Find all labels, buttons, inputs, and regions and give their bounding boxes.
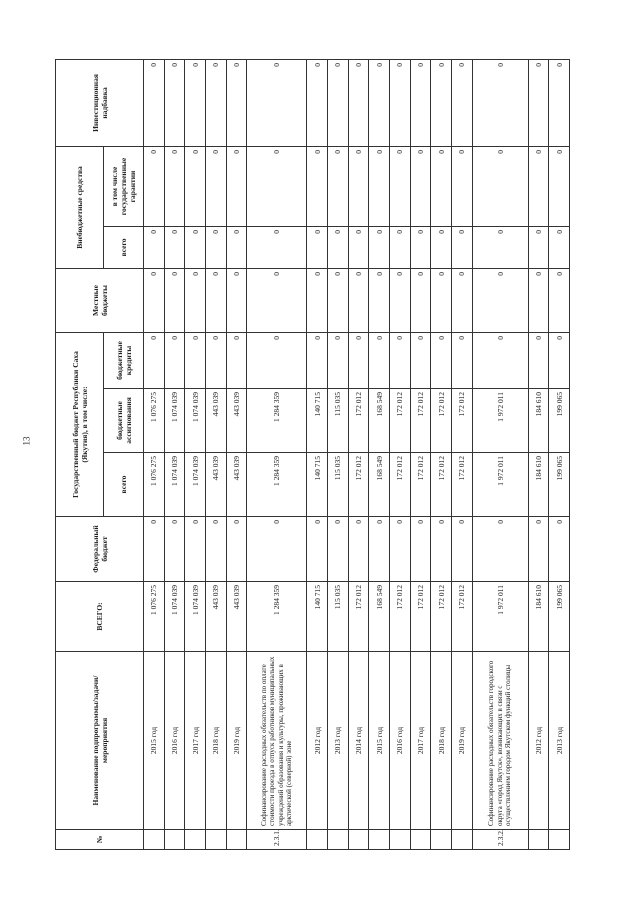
row-off-all: 0 [549, 226, 570, 268]
page-number: 13 [21, 436, 32, 446]
row-off-all: 0 [307, 226, 328, 268]
row-name: 2018 год [431, 652, 452, 830]
header-offbudget: Внебюджетные средства [56, 146, 104, 268]
row-name: Софинансирование расходных обязательств по оплате стоимости проезда в отпуск работников муниципальных учреждений образования и культуры, проживающих в арктической (северной) зоне [247, 652, 307, 830]
row-off-all: 0 [226, 226, 247, 268]
row-local: 0 [185, 268, 206, 332]
row-no [549, 830, 570, 850]
row-total: 1 074 039 [164, 582, 185, 652]
row-state-credits: 0 [472, 332, 528, 388]
table-row [348, 59, 369, 849]
row-name: 2015 год [144, 652, 165, 830]
row-state-credits: 0 [307, 332, 328, 388]
row-invest: 0 [549, 59, 570, 146]
row-off-guar: 0 [144, 146, 165, 226]
header-state: Государственный бюджет Республики Саха (Якутия), в том числе: [56, 332, 104, 516]
table-row [410, 59, 431, 849]
row-state-alloc: 172 012 [348, 389, 369, 453]
header-offbudget-guar: в том числе государственные гарантии [104, 146, 144, 226]
row-no [144, 830, 165, 850]
row-off-guar: 0 [348, 146, 369, 226]
row-off-guar: 0 [327, 146, 348, 226]
row-off-all: 0 [164, 226, 185, 268]
row-state-alloc: 172 012 [451, 389, 472, 453]
row-name: 2013 год [549, 652, 570, 830]
table-row [307, 59, 328, 849]
row-off-all: 0 [472, 226, 528, 268]
row-state-alloc: 1 076 275 [144, 389, 165, 453]
row-federal: 0 [549, 517, 570, 582]
header-total: ВСЕГО: [56, 582, 144, 652]
row-off-all: 0 [144, 226, 165, 268]
row-invest: 0 [528, 59, 549, 146]
header-state-all: всего [104, 453, 144, 517]
row-name: Софинансирование расходных обязательств городского округа «город Якутск», возникающих в связи с осуществлением городом Якутском функций столицы [472, 652, 528, 830]
row-off-guar: 0 [528, 146, 549, 226]
row-total: 172 012 [348, 582, 369, 652]
row-federal: 0 [226, 517, 247, 582]
row-state-all: 172 012 [389, 453, 410, 517]
row-local: 0 [369, 268, 390, 332]
row-no [164, 830, 185, 850]
header-local: Местные бюджеты [56, 268, 144, 332]
row-no [205, 830, 226, 850]
row-off-guar: 0 [410, 146, 431, 226]
header-federal: Федеральный бюджет [56, 517, 144, 582]
row-state-all: 172 012 [451, 453, 472, 517]
row-total: 1 972 011 [472, 582, 528, 652]
row-federal: 0 [144, 517, 165, 582]
row-state-credits: 0 [327, 332, 348, 388]
row-state-alloc: 140 715 [307, 389, 328, 453]
row-state-all: 172 012 [431, 453, 452, 517]
row-federal: 0 [389, 517, 410, 582]
row-invest: 0 [451, 59, 472, 146]
header-invest: Инвестиционная надбавка [56, 59, 144, 146]
row-invest: 0 [389, 59, 410, 146]
row-off-guar: 0 [205, 146, 226, 226]
row-no [348, 830, 369, 850]
rotated-table-wrapper [55, 60, 570, 850]
row-off-guar: 0 [226, 146, 247, 226]
row-federal: 0 [205, 517, 226, 582]
row-federal: 0 [164, 517, 185, 582]
row-federal: 0 [327, 517, 348, 582]
budget-table [55, 59, 570, 850]
row-name: 2017 год [410, 652, 431, 830]
row-state-credits: 0 [369, 332, 390, 388]
row-no: 2.3.1. [247, 830, 307, 850]
row-local: 0 [389, 268, 410, 332]
row-invest: 0 [369, 59, 390, 146]
row-off-all: 0 [348, 226, 369, 268]
row-state-credits: 0 [451, 332, 472, 388]
row-name: 2014 год [348, 652, 369, 830]
row-state-credits: 0 [144, 332, 165, 388]
row-local: 0 [327, 268, 348, 332]
table-row [185, 59, 206, 849]
row-no [185, 830, 206, 850]
row-state-all: 1 284 359 [247, 453, 307, 517]
row-total: 1 074 039 [185, 582, 206, 652]
row-off-all: 0 [369, 226, 390, 268]
row-total: 115 035 [327, 582, 348, 652]
row-state-all: 443 039 [226, 453, 247, 517]
row-total: 199 065 [549, 582, 570, 652]
header-state-alloc: бюджетные ассигнования [104, 389, 144, 453]
row-state-credits: 0 [431, 332, 452, 388]
row-state-alloc: 443 039 [205, 389, 226, 453]
header-offbudget-all: всего [104, 226, 144, 268]
row-name: 2019 год [451, 652, 472, 830]
row-state-alloc: 172 012 [389, 389, 410, 453]
row-state-all: 115 035 [327, 453, 348, 517]
row-total: 140 715 [307, 582, 328, 652]
row-state-all: 443 039 [205, 453, 226, 517]
row-total: 168 549 [369, 582, 390, 652]
row-state-all: 184 610 [528, 453, 549, 517]
row-local: 0 [205, 268, 226, 332]
row-off-all: 0 [205, 226, 226, 268]
row-state-credits: 0 [247, 332, 307, 388]
row-invest: 0 [410, 59, 431, 146]
row-local: 0 [472, 268, 528, 332]
row-invest: 0 [327, 59, 348, 146]
row-state-credits: 0 [549, 332, 570, 388]
row-total: 443 039 [205, 582, 226, 652]
row-local: 0 [410, 268, 431, 332]
row-state-alloc: 1 284 359 [247, 389, 307, 453]
row-total: 1 284 359 [247, 582, 307, 652]
row-local: 0 [348, 268, 369, 332]
row-invest: 0 [348, 59, 369, 146]
table-row [451, 59, 472, 849]
row-off-guar: 0 [431, 146, 452, 226]
row-state-credits: 0 [410, 332, 431, 388]
row-no [369, 830, 390, 850]
header-name: Наименование подпрограммы/задачи/мероприятия [56, 652, 144, 830]
row-total: 172 012 [451, 582, 472, 652]
row-off-all: 0 [451, 226, 472, 268]
row-invest: 0 [472, 59, 528, 146]
row-state-all: 1 074 039 [185, 453, 206, 517]
row-state-alloc: 443 039 [226, 389, 247, 453]
row-state-credits: 0 [389, 332, 410, 388]
row-state-all: 1 972 011 [472, 453, 528, 517]
row-state-credits: 0 [185, 332, 206, 388]
row-off-guar: 0 [164, 146, 185, 226]
row-total: 172 012 [389, 582, 410, 652]
row-no [226, 830, 247, 850]
row-off-guar: 0 [307, 146, 328, 226]
row-local: 0 [451, 268, 472, 332]
table-row [528, 59, 549, 849]
row-off-guar: 0 [185, 146, 206, 226]
row-state-credits: 0 [348, 332, 369, 388]
row-federal: 0 [247, 517, 307, 582]
row-state-alloc: 1 074 039 [164, 389, 185, 453]
table-row [205, 59, 226, 849]
table-row [144, 59, 165, 849]
row-total: 1 076 275 [144, 582, 165, 652]
row-off-guar: 0 [369, 146, 390, 226]
row-name: 2013 год [327, 652, 348, 830]
row-federal: 0 [348, 517, 369, 582]
row-state-alloc: 1 972 011 [472, 389, 528, 453]
row-no [528, 830, 549, 850]
row-local: 0 [307, 268, 328, 332]
row-no [431, 830, 452, 850]
row-off-all: 0 [410, 226, 431, 268]
row-name: 2016 год [389, 652, 410, 830]
row-state-alloc: 172 012 [431, 389, 452, 453]
row-state-alloc: 172 012 [410, 389, 431, 453]
row-no [307, 830, 328, 850]
row-state-all: 168 549 [369, 453, 390, 517]
row-invest: 0 [247, 59, 307, 146]
row-off-guar: 0 [247, 146, 307, 226]
row-no [327, 830, 348, 850]
table-row [164, 59, 185, 849]
table-row [431, 59, 452, 849]
row-local: 0 [431, 268, 452, 332]
row-name: 2017 год [185, 652, 206, 830]
table-row [549, 59, 570, 849]
row-invest: 0 [144, 59, 165, 146]
row-off-all: 0 [185, 226, 206, 268]
header-state-credits: бюджетные кредиты [104, 332, 144, 388]
row-total: 443 039 [226, 582, 247, 652]
row-state-alloc: 115 035 [327, 389, 348, 453]
table-row [226, 59, 247, 849]
row-off-all: 0 [247, 226, 307, 268]
row-federal: 0 [307, 517, 328, 582]
row-federal: 0 [472, 517, 528, 582]
row-state-all: 1 076 275 [144, 453, 165, 517]
row-federal: 0 [431, 517, 452, 582]
row-total: 184 610 [528, 582, 549, 652]
row-off-guar: 0 [389, 146, 410, 226]
row-federal: 0 [369, 517, 390, 582]
row-off-all: 0 [528, 226, 549, 268]
row-state-all: 1 074 039 [164, 453, 185, 517]
row-local: 0 [144, 268, 165, 332]
row-federal: 0 [528, 517, 549, 582]
row-invest: 0 [185, 59, 206, 146]
row-local: 0 [247, 268, 307, 332]
row-name: 2012 год [528, 652, 549, 830]
row-state-credits: 0 [164, 332, 185, 388]
row-federal: 0 [410, 517, 431, 582]
row-local: 0 [549, 268, 570, 332]
row-local: 0 [164, 268, 185, 332]
row-state-alloc: 199 065 [549, 389, 570, 453]
row-state-alloc: 168 549 [369, 389, 390, 453]
row-name: 2018 год [205, 652, 226, 830]
table-row [369, 59, 390, 849]
row-state-credits: 0 [226, 332, 247, 388]
row-name: 2012 год [307, 652, 328, 830]
row-invest: 0 [307, 59, 328, 146]
row-total: 172 012 [410, 582, 431, 652]
row-no [389, 830, 410, 850]
row-state-all: 172 012 [348, 453, 369, 517]
row-off-guar: 0 [451, 146, 472, 226]
table-row [389, 59, 410, 849]
row-off-all: 0 [327, 226, 348, 268]
row-federal: 0 [451, 517, 472, 582]
row-off-guar: 0 [472, 146, 528, 226]
row-invest: 0 [164, 59, 185, 146]
row-off-all: 0 [431, 226, 452, 268]
row-state-all: 140 715 [307, 453, 328, 517]
row-state-all: 199 065 [549, 453, 570, 517]
row-total: 172 012 [431, 582, 452, 652]
row-state-alloc: 184 610 [528, 389, 549, 453]
row-off-guar: 0 [549, 146, 570, 226]
row-state-credits: 0 [528, 332, 549, 388]
row-no: 2.3.2. [472, 830, 528, 850]
row-federal: 0 [185, 517, 206, 582]
header-no: № [56, 830, 144, 850]
row-name: 2015 год [369, 652, 390, 830]
row-invest: 0 [205, 59, 226, 146]
table-row [327, 59, 348, 849]
row-local: 0 [226, 268, 247, 332]
row-invest: 0 [226, 59, 247, 146]
row-no [451, 830, 472, 850]
row-no [410, 830, 431, 850]
row-local: 0 [528, 268, 549, 332]
row-off-all: 0 [389, 226, 410, 268]
row-state-alloc: 1 074 039 [185, 389, 206, 453]
row-name: 2016 год [164, 652, 185, 830]
row-name: 2019 год [226, 652, 247, 830]
row-state-all: 172 012 [410, 453, 431, 517]
table-row-measure [472, 59, 528, 849]
table-row-measure [247, 59, 307, 849]
row-state-credits: 0 [205, 332, 226, 388]
row-invest: 0 [431, 59, 452, 146]
